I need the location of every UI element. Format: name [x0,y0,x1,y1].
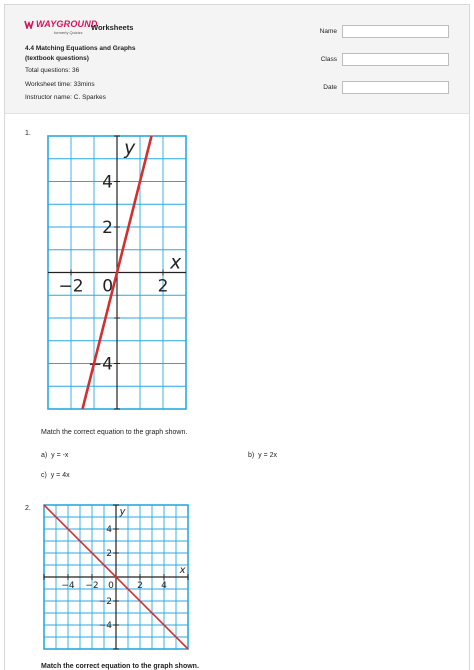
x-tick-label: 2 [157,276,169,297]
x-tick-label: 2 [137,581,143,591]
x-axis-label: x [179,565,186,576]
wayground-logo-icon [24,19,36,29]
y-tick-label: −4 [87,354,113,375]
question-1-option-b[interactable] [248,452,277,459]
x-tick-label: 0 [102,276,114,297]
class-label: Class [320,56,337,63]
y-tick-label: 2 [106,549,112,560]
worksheet-title [25,44,136,64]
title-line-1: 4.4 Matching Equations and Graphs [25,45,136,52]
option-text: y = 2x [258,452,277,459]
y-axis-label: y [119,506,126,518]
date-field[interactable] [342,81,449,94]
option-letter: c) [41,472,47,479]
app-label: Worksheets [91,23,134,32]
question-1-option-c[interactable] [41,472,70,479]
x-tick-label: 0 [108,581,114,591]
y-tick-label: −4 [98,621,112,632]
worksheet-time: Worksheet time: 33mins [25,81,95,88]
worksheet-page [4,4,470,670]
title-line-2: (textbook questions) [25,55,89,62]
class-field[interactable] [342,53,449,66]
question-2-graph [43,504,189,650]
question-1-option-a[interactable] [41,452,68,459]
y-tick-label: −2 [98,597,112,608]
x-tick-label: −4 [61,581,75,591]
option-letter: a) [41,452,48,459]
y-tick-label: 4 [106,525,112,536]
date-label: Date [323,84,337,91]
x-axis-label: x [170,252,182,274]
y-tick-label: 2 [102,217,113,238]
instructor-name: Instructor name: C. Sparkes [25,94,106,101]
question-2-prompt: Match the correct equation to the graph shown. [41,663,199,670]
logo-subtext: formerly Quizizz [54,30,83,35]
question-2-number: 2. [25,505,31,512]
x-tick-label: 4 [161,581,167,591]
name-field[interactable] [342,25,449,38]
option-text: y = 4x [50,472,70,479]
x-tick-label: −2 [58,276,84,297]
y-tick-label: 4 [102,172,113,193]
worksheet-header [5,5,469,114]
option-letter: b) [248,452,255,459]
question-1-graph [47,135,187,410]
name-label: Name [319,28,337,35]
logo-text: WAYGROUND [36,19,98,29]
total-questions: Total questions: 36 [25,67,80,74]
x-tick-label: −2 [85,581,99,591]
option-text: y = -x [51,452,69,459]
y-axis-label: y [124,137,136,159]
question-1-prompt: Match the correct equation to the graph shown. [41,429,188,436]
question-1-number: 1. [25,130,31,137]
